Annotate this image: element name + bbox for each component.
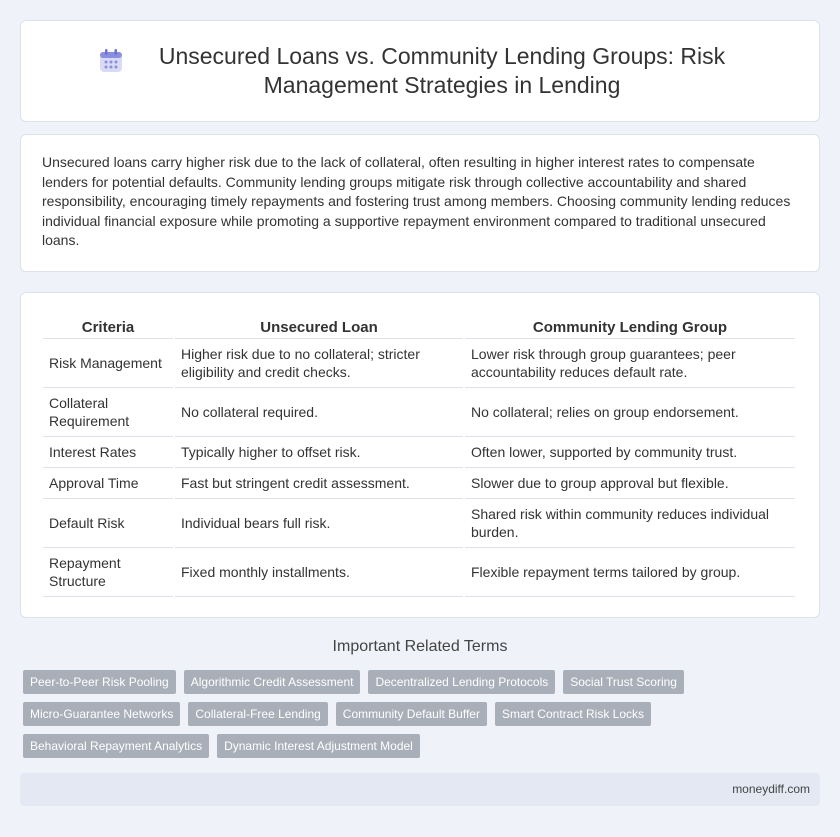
table-cell-community: No collateral; relies on group endorsement. <box>465 388 795 437</box>
related-terms-list <box>23 670 823 766</box>
term-tag[interactable]: Collateral-Free Lending <box>188 702 327 726</box>
table-cell-community: Often lower, supported by community trust. <box>465 437 795 468</box>
table-cell-criteria: Interest Rates <box>43 437 173 468</box>
table-cell-community: Flexible repayment terms tailored by group. <box>465 548 795 597</box>
footer-site-link[interactable]: moneydiff.com <box>732 782 810 796</box>
table-cell-unsecured: Individual bears full risk. <box>175 499 463 548</box>
table-row <box>43 468 795 499</box>
table-row <box>43 339 795 388</box>
intro-card <box>20 134 820 272</box>
table-cell-criteria: Collateral Requirement <box>43 388 173 437</box>
table-cell-criteria: Approval Time <box>43 468 173 499</box>
table-row <box>43 437 795 468</box>
header-community-lending-group: Community Lending Group <box>465 313 795 339</box>
term-tag[interactable]: Peer-to-Peer Risk Pooling <box>23 670 176 694</box>
footer-bar <box>20 773 820 806</box>
table-cell-unsecured: Higher risk due to no collateral; stricter eligibility and credit checks. <box>175 339 463 388</box>
comparison-table <box>41 313 797 597</box>
related-terms-title: Important Related Terms <box>332 638 508 655</box>
term-tag[interactable]: Social Trust Scoring <box>563 670 684 694</box>
term-tag[interactable]: Community Default Buffer <box>336 702 487 726</box>
table-cell-unsecured: Fast but stringent credit assessment. <box>175 468 463 499</box>
term-tag[interactable]: Behavioral Repayment Analytics <box>23 734 209 758</box>
table-row <box>43 499 795 548</box>
table-cell-criteria: Risk Management <box>43 339 173 388</box>
term-tag[interactable]: Smart Contract Risk Locks <box>495 702 651 726</box>
table-cell-community: Slower due to group approval but flexible. <box>465 468 795 499</box>
term-tag[interactable]: Decentralized Lending Protocols <box>368 670 555 694</box>
title-card <box>20 20 820 122</box>
header-criteria: Criteria <box>43 313 173 339</box>
title-wrap <box>98 42 742 100</box>
table-cell-unsecured: No collateral required. <box>175 388 463 437</box>
header-unsecured-loan: Unsecured Loan <box>175 313 463 339</box>
term-tag[interactable]: Dynamic Interest Adjustment Model <box>217 734 420 758</box>
table-cell-unsecured: Fixed monthly installments. <box>175 548 463 597</box>
calendar-icon <box>98 48 124 74</box>
table-cell-unsecured: Typically higher to offset risk. <box>175 437 463 468</box>
table-cell-criteria: Repayment Structure <box>43 548 173 597</box>
table-cell-criteria: Default Risk <box>43 499 173 548</box>
table-header-row <box>43 313 795 339</box>
term-tag[interactable]: Micro-Guarantee Networks <box>23 702 180 726</box>
intro-paragraph: Unsecured loans carry higher risk due to the lack of collateral, often resulting in higher interest rates to compensate lenders for potential defaults. Community lending groups mitigate risk through collective accountability and shared responsibility, encouraging timely repayments and fostering trust among members. Choosing community lending reduces individual financial exposure while promoting a supportive repayment environment compared to traditional unsecured loans. <box>42 154 791 249</box>
table-row <box>43 548 795 597</box>
table-cell-community: Shared risk within community reduces individual burden. <box>465 499 795 548</box>
table-row <box>43 388 795 437</box>
table-cell-community: Lower risk through group guarantees; peer accountability reduces default rate. <box>465 339 795 388</box>
page-title: Unsecured Loans vs. Community Lending Groups: Risk Management Strategies in Lending <box>158 43 726 98</box>
term-tag[interactable]: Algorithmic Credit Assessment <box>184 670 361 694</box>
comparison-card <box>20 292 820 618</box>
